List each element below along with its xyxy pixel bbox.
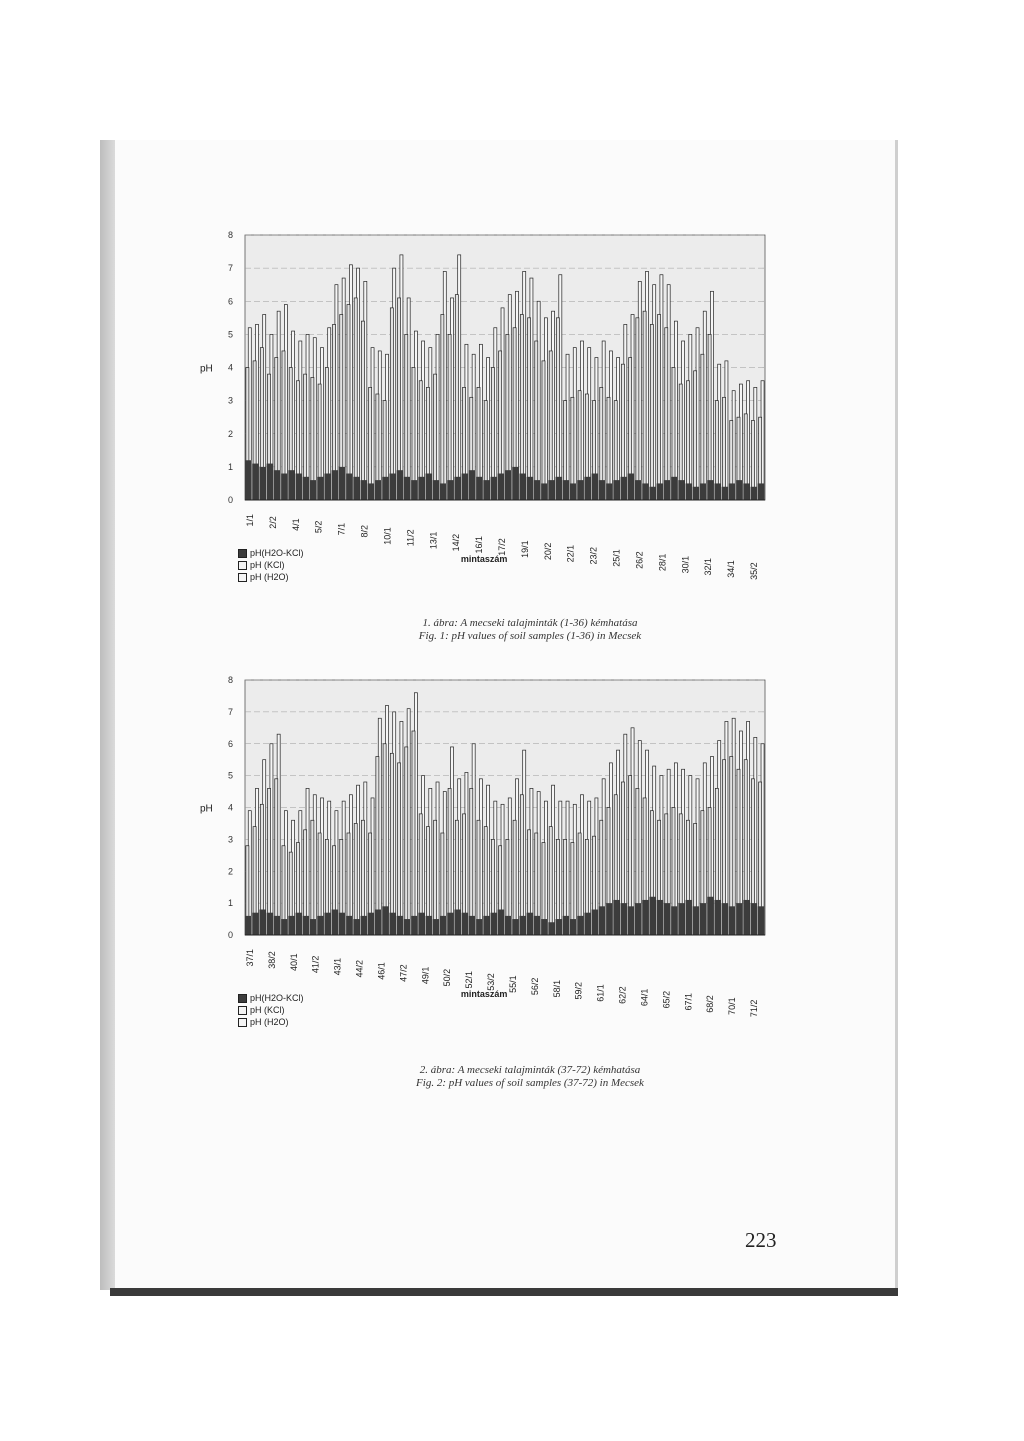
x-tick-label: 7/1: [336, 522, 347, 536]
x-tick-label: 17/2: [497, 538, 507, 556]
bar-ph-diff: [259, 467, 266, 500]
bar-ph-diff: [556, 919, 563, 935]
bar-ph-diff: [440, 916, 447, 935]
bar-ph-diff: [397, 916, 404, 935]
bar-ph-kcl: [650, 324, 653, 500]
x-tick-label: 59/2: [573, 982, 584, 1000]
bar-ph-diff: [346, 916, 353, 935]
bar-ph-diff: [382, 477, 389, 500]
y-tick-label: 5: [227, 770, 233, 781]
bar-ph-kcl: [275, 779, 278, 935]
bar-ph-diff: [664, 903, 671, 935]
bar-ph-diff: [252, 464, 259, 500]
legend-item-kcl: pH (KCl): [238, 1004, 304, 1016]
x-tick-label: 58/1: [551, 979, 562, 998]
bar-ph-diff: [548, 480, 555, 500]
bar-ph-diff: [519, 916, 526, 935]
bar-ph-kcl: [455, 295, 458, 500]
x-tick-label: 1/1: [245, 514, 255, 527]
x-tick-label: 49/1: [420, 966, 431, 985]
x-tick-label: 44/2: [354, 960, 365, 978]
bar-ph-kcl: [520, 315, 523, 501]
bar-ph-diff: [288, 470, 295, 500]
caption-2-en: Fig. 2: pH values of soil samples (37-72) in Mecsek: [416, 1077, 644, 1089]
legend-item-h2o: pH (H2O): [238, 571, 304, 583]
legend-item-kcl: pH (KCl): [238, 559, 304, 571]
bar-ph-diff: [332, 910, 339, 936]
bar-ph-diff: [512, 467, 519, 500]
legend-item-h2o: pH (H2O): [238, 1016, 304, 1028]
bar-ph-diff: [476, 919, 483, 935]
bar-ph-diff: [519, 474, 526, 501]
bar-ph-diff: [440, 483, 447, 500]
x-tick-label: 34/1: [726, 560, 737, 578]
bar-ph-diff: [433, 919, 440, 935]
bar-ph-diff: [324, 913, 331, 935]
bar-ph-diff: [498, 474, 505, 501]
bar-ph-diff: [491, 913, 498, 935]
bar-ph-kcl: [390, 308, 393, 500]
bar-ph-kcl: [643, 311, 646, 500]
bar-ph-diff: [411, 480, 418, 500]
bar-ph-diff: [483, 480, 490, 500]
bar-ph-kcl: [412, 731, 415, 935]
bar-ph-diff: [678, 480, 685, 500]
x-tick-label: 71/2: [749, 999, 759, 1018]
x-tick-label: 30/1: [680, 555, 691, 574]
bar-ph-kcl: [361, 321, 364, 500]
bar-ph-kcl: [376, 757, 379, 936]
bar-ph-diff: [353, 919, 360, 935]
bar-ph-diff: [527, 913, 534, 935]
bar-ph-kcl: [701, 354, 704, 500]
bar-ph-diff: [447, 913, 454, 935]
bar-ph-diff: [375, 480, 382, 500]
y-axis-label: pH: [200, 803, 213, 815]
bar-ph-kcl: [665, 328, 668, 500]
x-tick-label: 2/2: [267, 516, 278, 529]
x-tick-label: 53/2: [486, 973, 497, 991]
x-tick-label: 32/1: [703, 558, 714, 576]
bar-ph-kcl: [354, 823, 357, 935]
bar-ph-diff: [274, 916, 281, 935]
bar-ph-diff: [382, 906, 389, 935]
bar-ph-kcl: [354, 298, 357, 500]
bar-ph-diff: [599, 480, 606, 500]
bar-ph-diff: [411, 916, 418, 935]
bar-ph-diff: [657, 900, 664, 935]
bar-ph-diff: [454, 910, 461, 936]
x-tick-label: 67/1: [683, 993, 694, 1011]
x-tick-label: 61/1: [595, 984, 606, 1002]
x-tick-label: 52/1: [464, 971, 475, 989]
bar-ph-diff: [361, 916, 368, 935]
bar-ph-diff: [628, 906, 635, 935]
bar-ph-kcl: [448, 334, 451, 500]
bar-ph-diff: [642, 900, 649, 935]
y-tick-label: 2: [227, 866, 233, 877]
bar-ph-diff: [729, 906, 736, 935]
bar-ph-diff: [404, 919, 411, 935]
bar-ph-diff: [245, 460, 252, 500]
y-tick-label: 4: [227, 362, 233, 373]
bar-ph-diff: [606, 903, 613, 935]
x-tick-label: 19/1: [519, 540, 530, 558]
bar-ph-diff: [426, 474, 433, 501]
x-axis-label: mintaszám: [460, 989, 508, 999]
bar-ph-diff: [736, 480, 743, 500]
bar-ph-diff: [418, 913, 425, 935]
y-tick-label: 0: [227, 495, 233, 505]
bar-ph-diff: [621, 903, 628, 935]
bar-ph-diff: [310, 480, 317, 500]
x-tick-label: 38/2: [266, 951, 277, 969]
bar-ph-diff: [606, 483, 613, 500]
bar-ph-diff: [714, 900, 721, 935]
chart-2-legend: [238, 992, 304, 1028]
y-tick-label: 7: [227, 263, 233, 274]
bar-ph-diff: [426, 916, 433, 935]
bar-ph-kcl: [398, 763, 401, 935]
bar-ph-diff: [693, 487, 700, 500]
bar-ph-diff: [534, 916, 541, 935]
bar-ph-diff: [505, 916, 512, 935]
bar-ph-diff: [469, 470, 476, 500]
bar-ph-diff: [303, 916, 310, 935]
y-tick-label: 3: [227, 834, 233, 845]
bar-ph-diff: [375, 910, 382, 936]
bar-ph-kcl: [441, 315, 444, 501]
x-tick-label: 25/1: [611, 549, 622, 567]
bar-ph-diff: [649, 487, 656, 500]
bar-ph-diff: [324, 474, 331, 501]
legend-item-diff: pH(H2O-KCl): [238, 547, 304, 559]
bar-ph-diff: [310, 919, 317, 935]
bar-ph-kcl: [556, 318, 559, 500]
legend-item-diff: pH(H2O-KCl): [238, 992, 304, 1004]
bar-ph-kcl: [434, 820, 437, 935]
bar-ph-diff: [397, 470, 404, 500]
x-tick-label: 14/2: [451, 533, 462, 552]
bar-ph-diff: [296, 913, 303, 935]
page-number: 223: [745, 1228, 777, 1252]
bar-ph-diff: [454, 477, 461, 500]
y-tick-label: 1: [227, 898, 233, 909]
bar-ph-diff: [592, 910, 599, 936]
x-tick-label: 56/2: [529, 977, 540, 996]
bar-ph-diff: [649, 897, 656, 935]
bar-ph-kcl: [470, 788, 473, 935]
bar-ph-diff: [621, 477, 628, 500]
bar-ph-diff: [707, 480, 714, 500]
bar-ph-diff: [693, 906, 700, 935]
y-tick-label: 0: [227, 930, 233, 940]
bar-ph-diff: [418, 477, 425, 500]
bar-ph-kcl: [708, 334, 711, 500]
bar-ph-diff: [317, 477, 324, 500]
caption-1: [300, 617, 760, 643]
x-tick-label: 4/1: [290, 518, 301, 531]
bar-ph-diff: [433, 480, 440, 500]
bar-ph-diff: [548, 922, 555, 935]
bar-ph-diff: [563, 480, 570, 500]
y-tick-label: 4: [227, 802, 233, 813]
bar-ph-diff: [346, 474, 353, 501]
y-tick-label: 6: [227, 738, 233, 749]
bar-ph-diff: [584, 477, 591, 500]
bar-ph-diff: [664, 480, 671, 500]
x-axis-label: mintaszám: [460, 554, 508, 564]
bar-ph-kcl: [398, 298, 401, 500]
bar-ph-diff: [245, 916, 252, 935]
bar-ph-diff: [751, 903, 758, 935]
bar-ph-diff: [512, 919, 519, 935]
bar-ph-diff: [678, 903, 685, 935]
bar-ph-diff: [743, 483, 750, 500]
x-tick-label: 55/1: [507, 975, 518, 993]
bar-ph-diff: [469, 916, 476, 935]
y-tick-label: 8: [227, 230, 233, 240]
page-bottom-edge: [110, 1288, 898, 1296]
x-tick-label: 16/1: [474, 536, 485, 554]
bar-ph-kcl: [311, 820, 314, 935]
bar-ph-kcl: [542, 361, 545, 500]
bar-ph-diff: [577, 480, 584, 500]
bar-ph-diff: [281, 919, 288, 935]
bar-ph-diff: [317, 916, 324, 935]
bar-ph-diff: [389, 913, 396, 935]
x-tick-label: 28/1: [657, 553, 668, 572]
bar-ph-diff: [729, 483, 736, 500]
bar-ph-diff: [657, 483, 664, 500]
bar-ph-diff: [570, 483, 577, 500]
bar-ph-diff: [635, 480, 642, 500]
bar-ph-diff: [353, 477, 360, 500]
bar-ph-diff: [570, 919, 577, 935]
bar-ph-kcl: [390, 753, 393, 935]
bar-ph-diff: [722, 487, 729, 500]
x-tick-label: 62/2: [617, 986, 628, 1004]
bar-ph-diff: [483, 916, 490, 935]
x-tick-label: 10/1: [382, 527, 393, 545]
y-tick-label: 2: [227, 428, 233, 439]
x-tick-label: 37/1: [245, 949, 255, 967]
bar-ph-diff: [541, 919, 548, 935]
bar-ph-diff: [541, 483, 548, 500]
bar-ph-diff: [281, 474, 288, 501]
bar-ph-diff: [389, 474, 396, 501]
bar-ph-diff: [635, 903, 642, 935]
bar-ph-diff: [743, 900, 750, 935]
bar-ph-diff: [613, 480, 620, 500]
bar-ph-kcl: [347, 305, 350, 500]
bar-ph-diff: [332, 470, 339, 500]
y-tick-label: 5: [227, 329, 233, 340]
bar-ph-diff: [462, 474, 469, 501]
bar-ph-diff: [404, 477, 411, 500]
bar-ph-diff: [686, 900, 693, 935]
bar-ph-diff: [259, 910, 266, 936]
bar-ph-diff: [252, 913, 259, 935]
x-tick-label: 41/2: [310, 955, 321, 974]
bar-ph-diff: [592, 474, 599, 501]
bar-ph-diff: [462, 913, 469, 935]
caption-2: [300, 1064, 760, 1090]
bar-ph-diff: [642, 483, 649, 500]
bar-ph-kcl: [528, 318, 531, 500]
x-tick-label: 50/2: [442, 968, 453, 987]
x-tick-label: 11/2: [405, 529, 416, 547]
bar-ph-kcl: [513, 820, 516, 935]
bar-ph-kcl: [520, 795, 523, 935]
x-tick-label: 70/1: [727, 997, 738, 1015]
bar-ph-diff: [296, 474, 303, 501]
bar-ph-diff: [339, 913, 346, 935]
bar-ph-diff: [274, 470, 281, 500]
bar-ph-diff: [498, 910, 505, 936]
bar-ph-diff: [476, 477, 483, 500]
chart-1-legend: [238, 547, 304, 583]
bar-ph-kcl: [549, 351, 552, 500]
bar-ph-diff: [751, 487, 758, 500]
bar-ph-diff: [700, 483, 707, 500]
bar-ph-diff: [671, 477, 678, 500]
bar-ph-diff: [584, 913, 591, 935]
bar-ph-kcl: [658, 315, 661, 501]
x-tick-label: 5/2: [313, 520, 324, 534]
caption-1-hu: 1. ábra: A mecseki talajminták (1-36) kémhatása: [422, 617, 638, 629]
bar-ph-diff: [368, 483, 375, 500]
bar-ph-diff: [700, 903, 707, 935]
bar-ph-diff: [527, 477, 534, 500]
bar-ph-diff: [361, 480, 368, 500]
bar-ph-kcl: [405, 334, 408, 500]
bar-ph-diff: [686, 483, 693, 500]
bar-ph-kcl: [535, 341, 538, 500]
bar-ph-kcl: [686, 381, 689, 500]
bar-ph-diff: [758, 906, 765, 935]
x-tick-label: 40/1: [288, 953, 299, 971]
x-tick-label: 22/1: [565, 544, 576, 563]
bar-ph-kcl: [549, 827, 552, 935]
bar-ph-diff: [599, 906, 606, 935]
x-tick-label: 23/2: [588, 547, 599, 565]
x-tick-label: 65/2: [661, 990, 672, 1009]
bar-ph-diff: [714, 483, 721, 500]
bar-ph-diff: [267, 464, 274, 500]
bar-ph-diff: [707, 897, 714, 935]
bar-ph-kcl: [369, 387, 372, 500]
bar-ph-diff: [671, 906, 678, 935]
bar-ph-diff: [505, 470, 512, 500]
bar-ph-diff: [491, 477, 498, 500]
x-tick-label: 43/1: [332, 957, 343, 976]
y-tick-label: 8: [227, 675, 233, 685]
bar-ph-diff: [447, 480, 454, 500]
bar-ph-diff: [758, 483, 765, 500]
bar-ph-diff: [534, 480, 541, 500]
y-tick-label: 1: [227, 461, 233, 472]
bar-ph-diff: [613, 900, 620, 935]
bar-ph-diff: [628, 474, 635, 501]
x-tick-label: 47/2: [398, 964, 409, 982]
bar-ph-diff: [736, 903, 743, 935]
bar-ph-kcl: [723, 397, 726, 500]
bar-ph-diff: [339, 467, 346, 500]
bar-ph-diff: [577, 916, 584, 935]
x-tick-label: 8/2: [359, 525, 370, 538]
bar-ph-kcl: [636, 318, 639, 500]
bar-ph-kcl: [477, 820, 480, 935]
y-tick-label: 3: [227, 395, 233, 406]
bar-ph-diff: [288, 916, 295, 935]
caption-2-hu: 2. ábra: A mecseki talajminták (37-72) kémhatása: [419, 1064, 641, 1076]
bar-ph-diff: [556, 477, 563, 500]
y-tick-label: 6: [227, 296, 233, 307]
caption-1-en: Fig. 1: pH values of soil samples (1-36) in Mecsek: [418, 630, 642, 642]
x-tick-label: 68/2: [705, 995, 716, 1013]
x-tick-label: 13/1: [428, 531, 439, 550]
x-tick-label: 20/2: [542, 542, 553, 561]
x-tick-label: 64/1: [639, 988, 650, 1007]
x-tick-label: 35/2: [749, 562, 759, 580]
y-axis-label: pH: [200, 363, 213, 375]
bar-ph-kcl: [405, 747, 408, 935]
x-tick-label: 46/1: [376, 962, 387, 980]
bar-ph-diff: [368, 913, 375, 935]
bar-ph-diff: [563, 916, 570, 935]
bar-ph-diff: [267, 913, 274, 935]
x-tick-label: 26/2: [634, 551, 645, 569]
bar-ph-kcl: [694, 371, 697, 500]
y-tick-label: 7: [227, 706, 233, 717]
bar-ph-diff: [303, 477, 310, 500]
bar-ph-diff: [722, 903, 729, 935]
